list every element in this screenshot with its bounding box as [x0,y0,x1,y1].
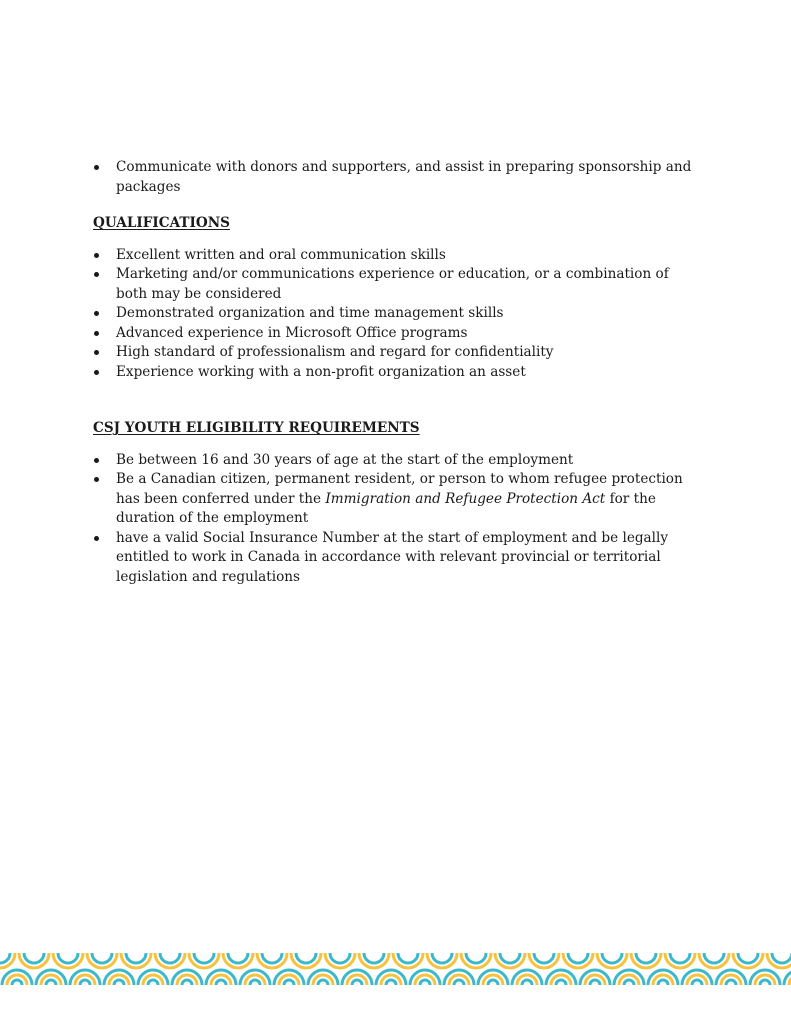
list-item: Advanced experience in Microsoft Office programs [93,324,703,344]
document-body [93,158,703,587]
item-text: Be a Canadian citizen, permanent resident, or person to whom refugee protection has been conferred under the [116,471,683,507]
list-item: Communicate with donors and supporters, and assist in preparing sponsorship and packages [93,158,703,197]
eligibility-list [93,451,703,588]
list-item: High standard of professionalism and regard for confidentiality [93,343,703,363]
list-item: Demonstrated organization and time management skills [93,304,703,324]
act-title: Immigration and Refugee Protection Act [325,490,606,507]
intro-list [93,158,703,197]
qualifications-list [93,246,703,383]
list-item: have a valid Social Insurance Number at the start of employment and be legally entitled to work in Canada in accordance with relevant provincial or territorial legislation and regulations [93,529,703,588]
qualifications-heading: QUALIFICATIONS [93,215,230,231]
list-item [93,470,703,529]
list-item: Excellent written and oral communication skills [93,246,703,266]
eligibility-heading: CSJ YOUTH ELIGIBILITY REQUIREMENTS [93,420,420,436]
list-item: Marketing and/or communications experience or education, or a combination of both may be considered [93,265,703,304]
wave-pattern-footer [0,951,791,987]
list-item: Be between 16 and 30 years of age at the start of the employment [93,451,703,471]
item-text: for the duration of the employment [116,490,656,526]
list-item: Experience working with a non-profit organization an asset [93,363,703,383]
